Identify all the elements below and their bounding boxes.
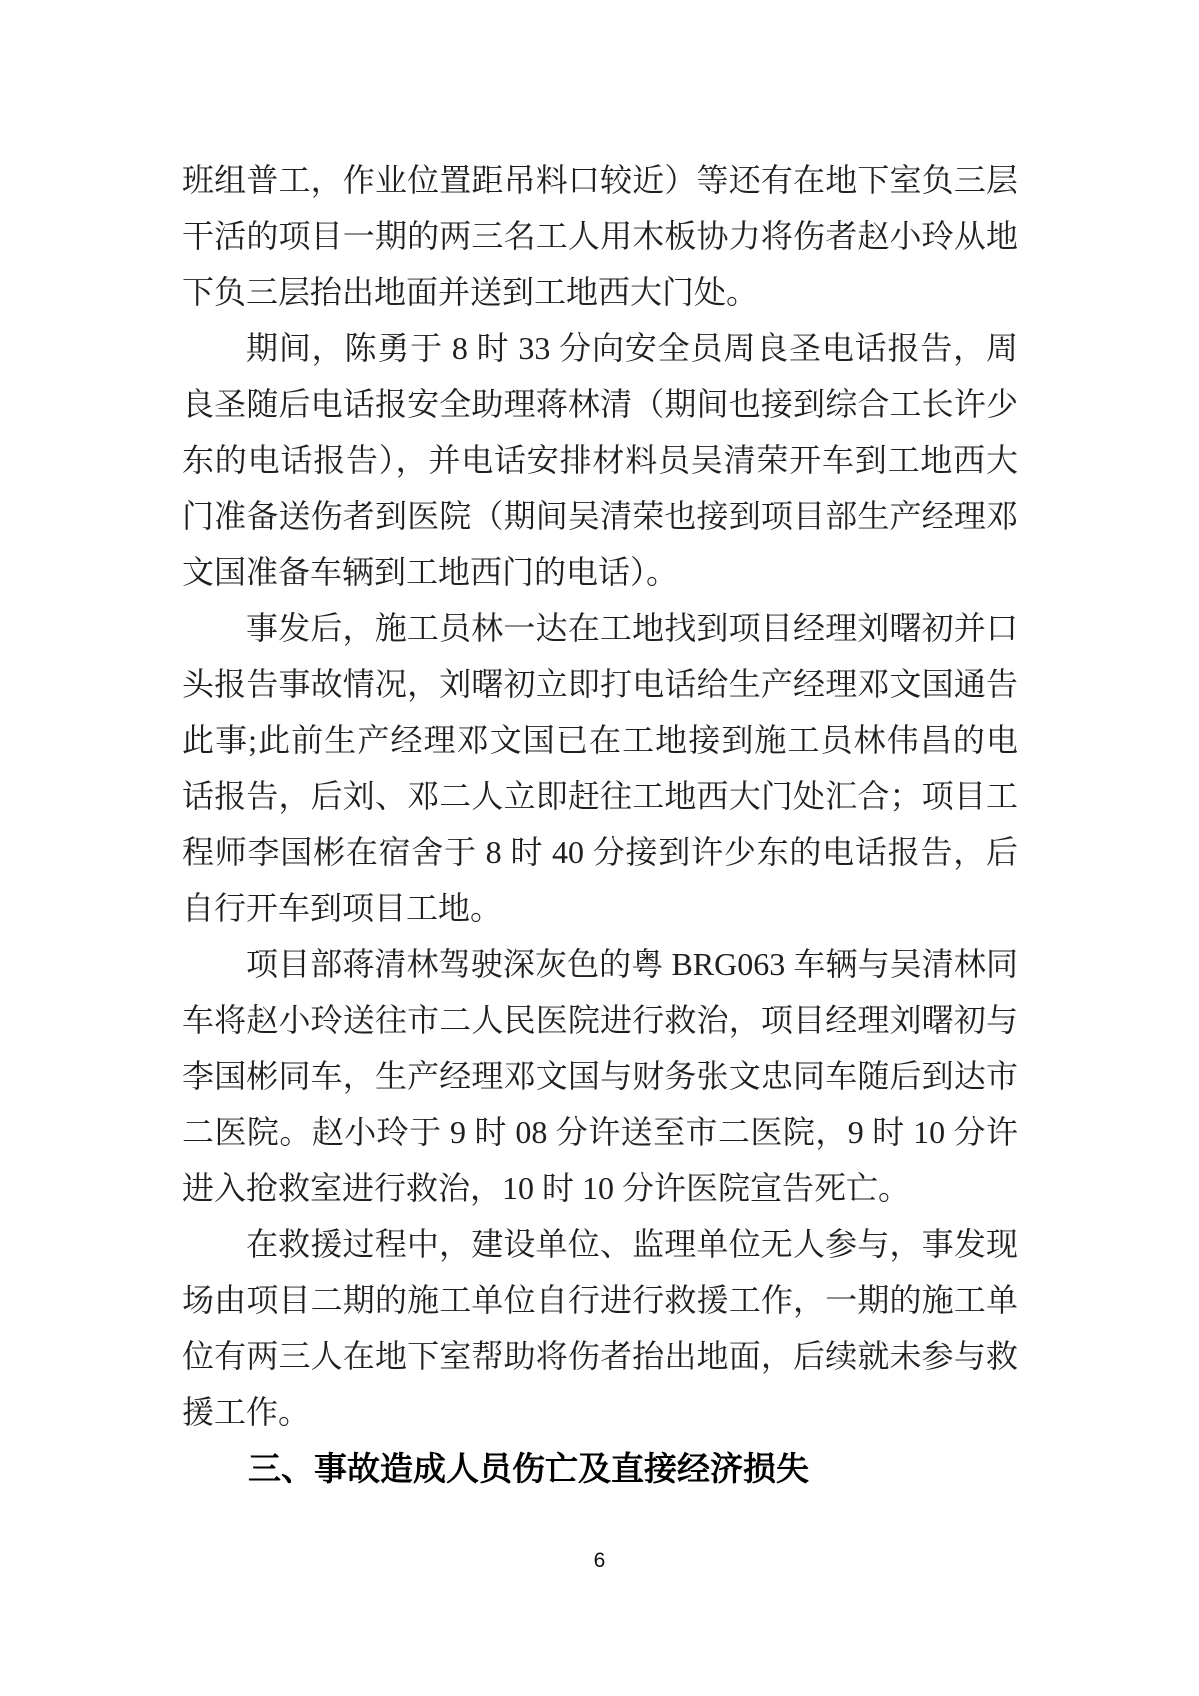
paragraph-rescue-participation: 在救援过程中，建设单位、监理单位无人参与，事发现场由项目二期的施工单位自行进行救援工作，一期的施工单位有两三人在地下室帮助将伤者抬出地面，后续就未参与救援工作。 — [182, 1226, 1018, 1430]
section-heading: 三、事故造成人员伤亡及直接经济损失 — [248, 1450, 809, 1487]
page-number: 6 — [593, 1549, 606, 1572]
document-body — [182, 152, 1018, 1497]
paragraph-rescue-carry-out: 班组普工，作业位置距吊料口较近）等还有在地下室负三层干活的项目一期的两三名工人用木板协力将伤者赵小玲从地下负三层抬出地面并送到工地西大门处。 — [182, 162, 1018, 310]
paragraph-managers-notified: 事发后，施工员林一达在工地找到项目经理刘曙初并口头报告事故情况，刘曙初立即打电话给生产经理邓文国通告此事;此前生产经理邓文国已在工地接到施工员林伟昌的电话报告，后刘、邓二人立即赶往工地西大门处汇合；项目工程师李国彬在宿舍于 8 时 40 分接到许少东的电话报告，后自行开车到项目工地。 — [182, 610, 1018, 926]
paragraph-hospital-transport: 项目部蒋清林驾驶深灰色的粤 BRG063 车辆与吴清林同车将赵小玲送往市二人民医院进行救治，项目经理刘曙初与李国彬同车，生产经理邓文国与财务张文忠同车随后到达市二医院。赵小玲于 9 时 08 分许送至市二医院，9 时 10 分许进入抢救室进行救治，10 时 10 分许医院宣告死亡。 — [182, 946, 1018, 1206]
paragraph-phone-reports: 期间，陈勇于 8 时 33 分向安全员周良圣电话报告，周良圣随后电话报安全助理蒋林清（期间也接到综合工长许少东的电话报告），并电话安排材料员吴清荣开车到工地西大门准备送伤者到医院（期间吴清荣也接到项目部生产经理邓文国准备车辆到工地西门的电话）。 — [182, 330, 1018, 590]
